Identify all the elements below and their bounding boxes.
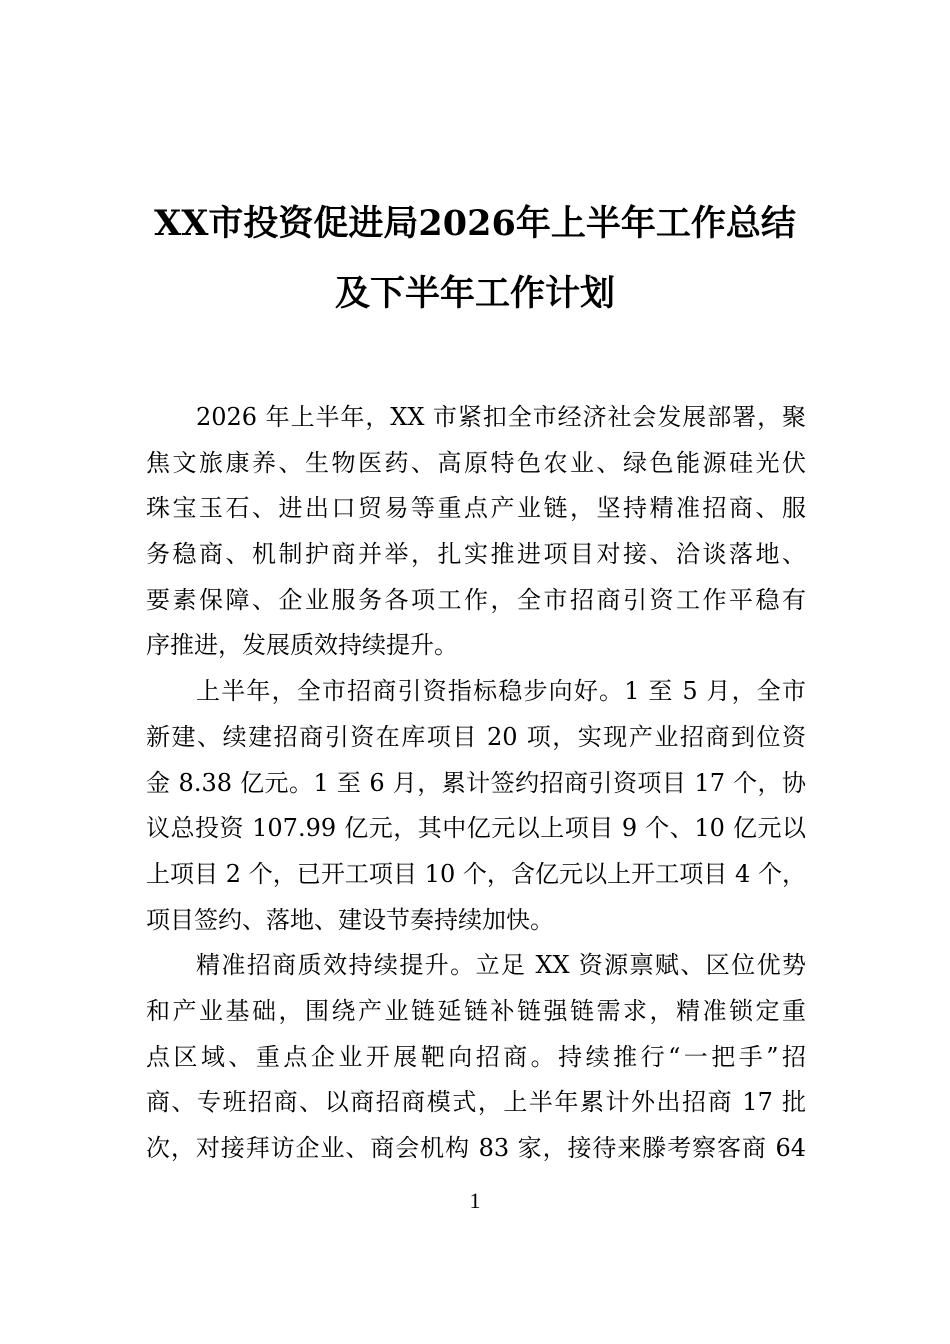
paragraph-1-line: 焦文旅康养、生物医药、高原特色农业、绿色能源硅光伏 [146,448,806,477]
paragraph-3-line: 和产业基础，围绕产业链延链补链强链需求，精准锁定重 [146,996,806,1025]
paragraph-1-line: 要素保障、企业服务各项工作，全市招商引资工作平稳有 [146,585,806,614]
paragraph-2-line: 金 8.38 亿元。1 至 6 月，累计签约招商引资项目 17 个，协 [146,768,806,797]
paragraph-2-line: 项目签约、落地、建设节奏持续加快。 [146,905,554,934]
paragraph-3-line: 商、专班招商、以商招商模式，上半年累计外出招商 17 批 [146,1088,806,1117]
paragraph-1-line: 2026 年上半年，XX 市紧扣全市经济社会发展部署，聚 [196,403,806,431]
page-number: 1 [469,1188,481,1213]
paragraph-2-line: 新建、续建招商引资在库项目 20 项，实现产业招商到位资 [146,722,806,751]
document-body [146,395,806,1172]
paragraph-2-line: 议总投资 107.99 亿元，其中亿元以上项目 9 个、10 亿元以 [146,814,806,843]
document-title-line-2: 及下半年工作计划 [334,273,615,314]
paragraph-3-line: 点区域、重点企业开展靶向招商。持续推行“一把手”招 [146,1042,806,1071]
paragraph-1-line: 序推进，发展质效持续提升。 [146,631,458,660]
paragraph-2-line: 上半年，全市招商引资指标稳步向好。1 至 5 月，全市 [196,677,806,706]
paragraph-3-line: 次，对接拜访企业、商会机构 83 家，接待来滕考察客商 64 [146,1134,806,1162]
paragraph-1-line: 务稳商、机制护商并举，扎实推进项目对接、洽谈落地、 [146,540,806,569]
document-title-line-1: XX市投资促进局2026年上半年工作总结 [154,203,796,244]
paragraph-1-line: 珠宝玉石、进出口贸易等重点产业链，坚持精准招商、服 [146,494,806,523]
paragraph-3-line: 精准招商质效持续提升。立足 XX 资源禀赋、区位优势 [196,951,806,980]
paragraph-2-line: 上项目 2 个，已开工项目 10 个，含亿元以上开工项目 4 个， [146,859,806,888]
